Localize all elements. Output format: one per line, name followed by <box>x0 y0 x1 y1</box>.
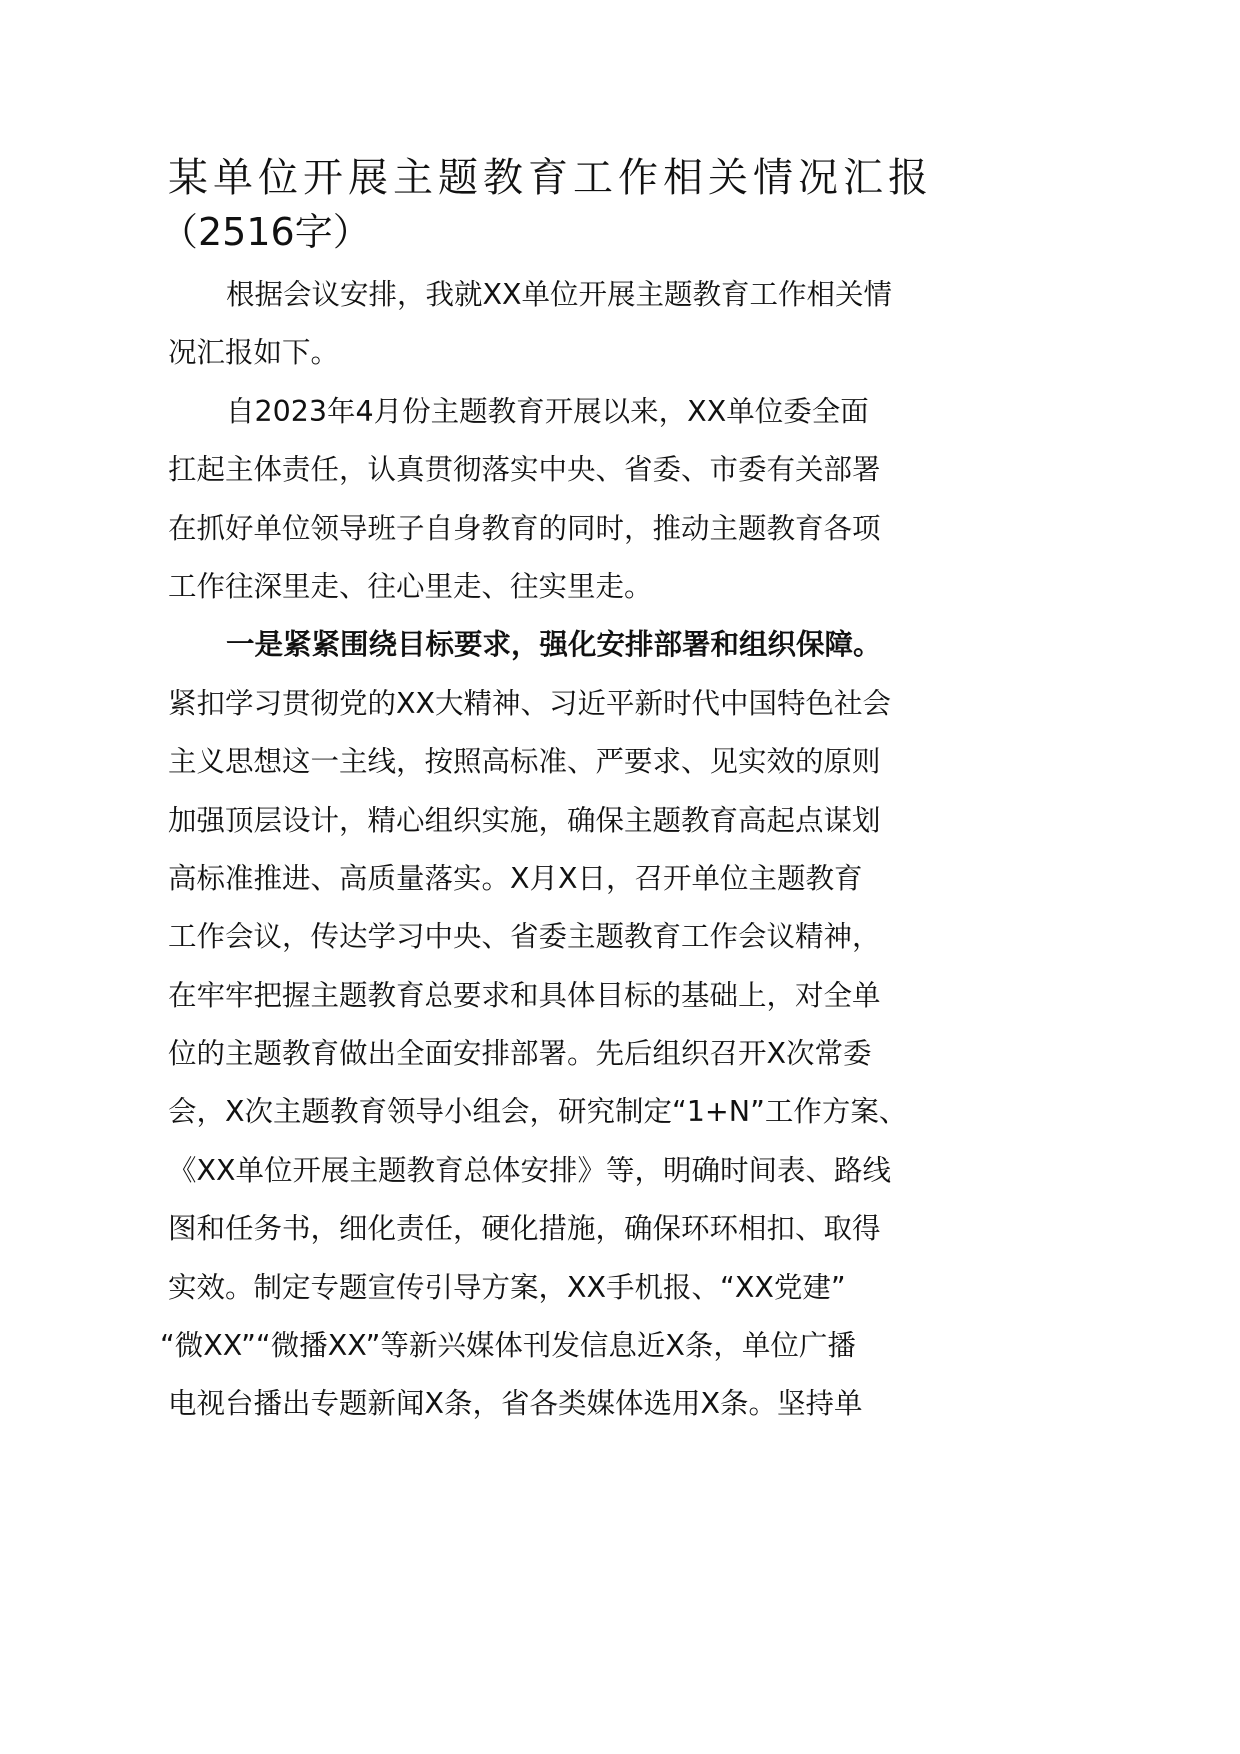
paragraph-2-line-1: 自2023年4月份主题教育开展以来，XX单位委全面 <box>226 394 869 428</box>
paragraph-3-line-7: 位的主题教育做出全面安排部署。先后组织召开X次常委 <box>168 1037 872 1071</box>
paragraph-1-line-2: 况汇报如下。 <box>168 336 340 370</box>
paragraph-2-line-3: 在抓好单位领导班子自身教育的同时，推动主题教育各项 <box>168 511 881 545</box>
paragraph-3-line-11: 实效。制定专题宣传引导方案，XX手机报、“XX党建” <box>168 1270 846 1304</box>
paragraph-2-line-2: 扛起主体责任，认真贯彻落实中央、省委、市委有关部署 <box>168 453 881 487</box>
paragraph-3-line-9: 《XX单位开展主题教育总体安排》等，明确时间表、路线 <box>168 1153 892 1187</box>
document-page <box>160 150 948 1434</box>
paragraph-3-line-1: 紧扣学习贯彻党的XX大精神、习近平新时代中国特色社会 <box>168 686 892 720</box>
paragraph-1-line-1: 根据会议安排，我就XX单位开展主题教育工作相关情 <box>226 278 893 311</box>
paragraph-3-line-5: 工作会议，传达学习中央、省委主题教育工作会议精神， <box>168 920 881 954</box>
paragraph-2-line-4: 工作往深里走、往心里走、往实里走。 <box>168 569 653 603</box>
paragraph-3-line-13: 电视台播出专题新闻X条，省各类媒体选用X条。坚持单 <box>168 1387 863 1421</box>
paragraph-3-line-6: 在牢牢把握主题教育总要求和具体目标的基础上，对全单 <box>168 978 881 1012</box>
paragraph-3-line-4: 高标准推进、高质量落实。X月X日，召开单位主题教育 <box>168 861 863 895</box>
paragraph-3-line-8: 会，X次主题教育领导小组会，研究制定“1+N”工作方案、 <box>168 1095 908 1129</box>
paragraph-3-line-2: 主义思想这一主线，按照高标准、严要求、见实效的原则 <box>168 745 881 779</box>
document-title-word-count: （2516字） <box>160 210 371 254</box>
section-heading-1: 一是紧紧围绕目标要求，强化安排部署和组织保障。 <box>226 628 882 662</box>
paragraph-3-line-3: 加强顶层设计，精心组织实施，确保主题教育高起点谋划 <box>168 803 881 837</box>
paragraph-3-line-12: “微XX”“微播XX”等新兴媒体刊发信息近X条，单位广播 <box>160 1329 856 1363</box>
document-title: 某单位开展主题教育工作相关情况汇报 <box>168 155 933 201</box>
paragraph-3-line-10: 图和任务书，细化责任，硬化措施，确保环环相扣、取得 <box>168 1212 881 1246</box>
